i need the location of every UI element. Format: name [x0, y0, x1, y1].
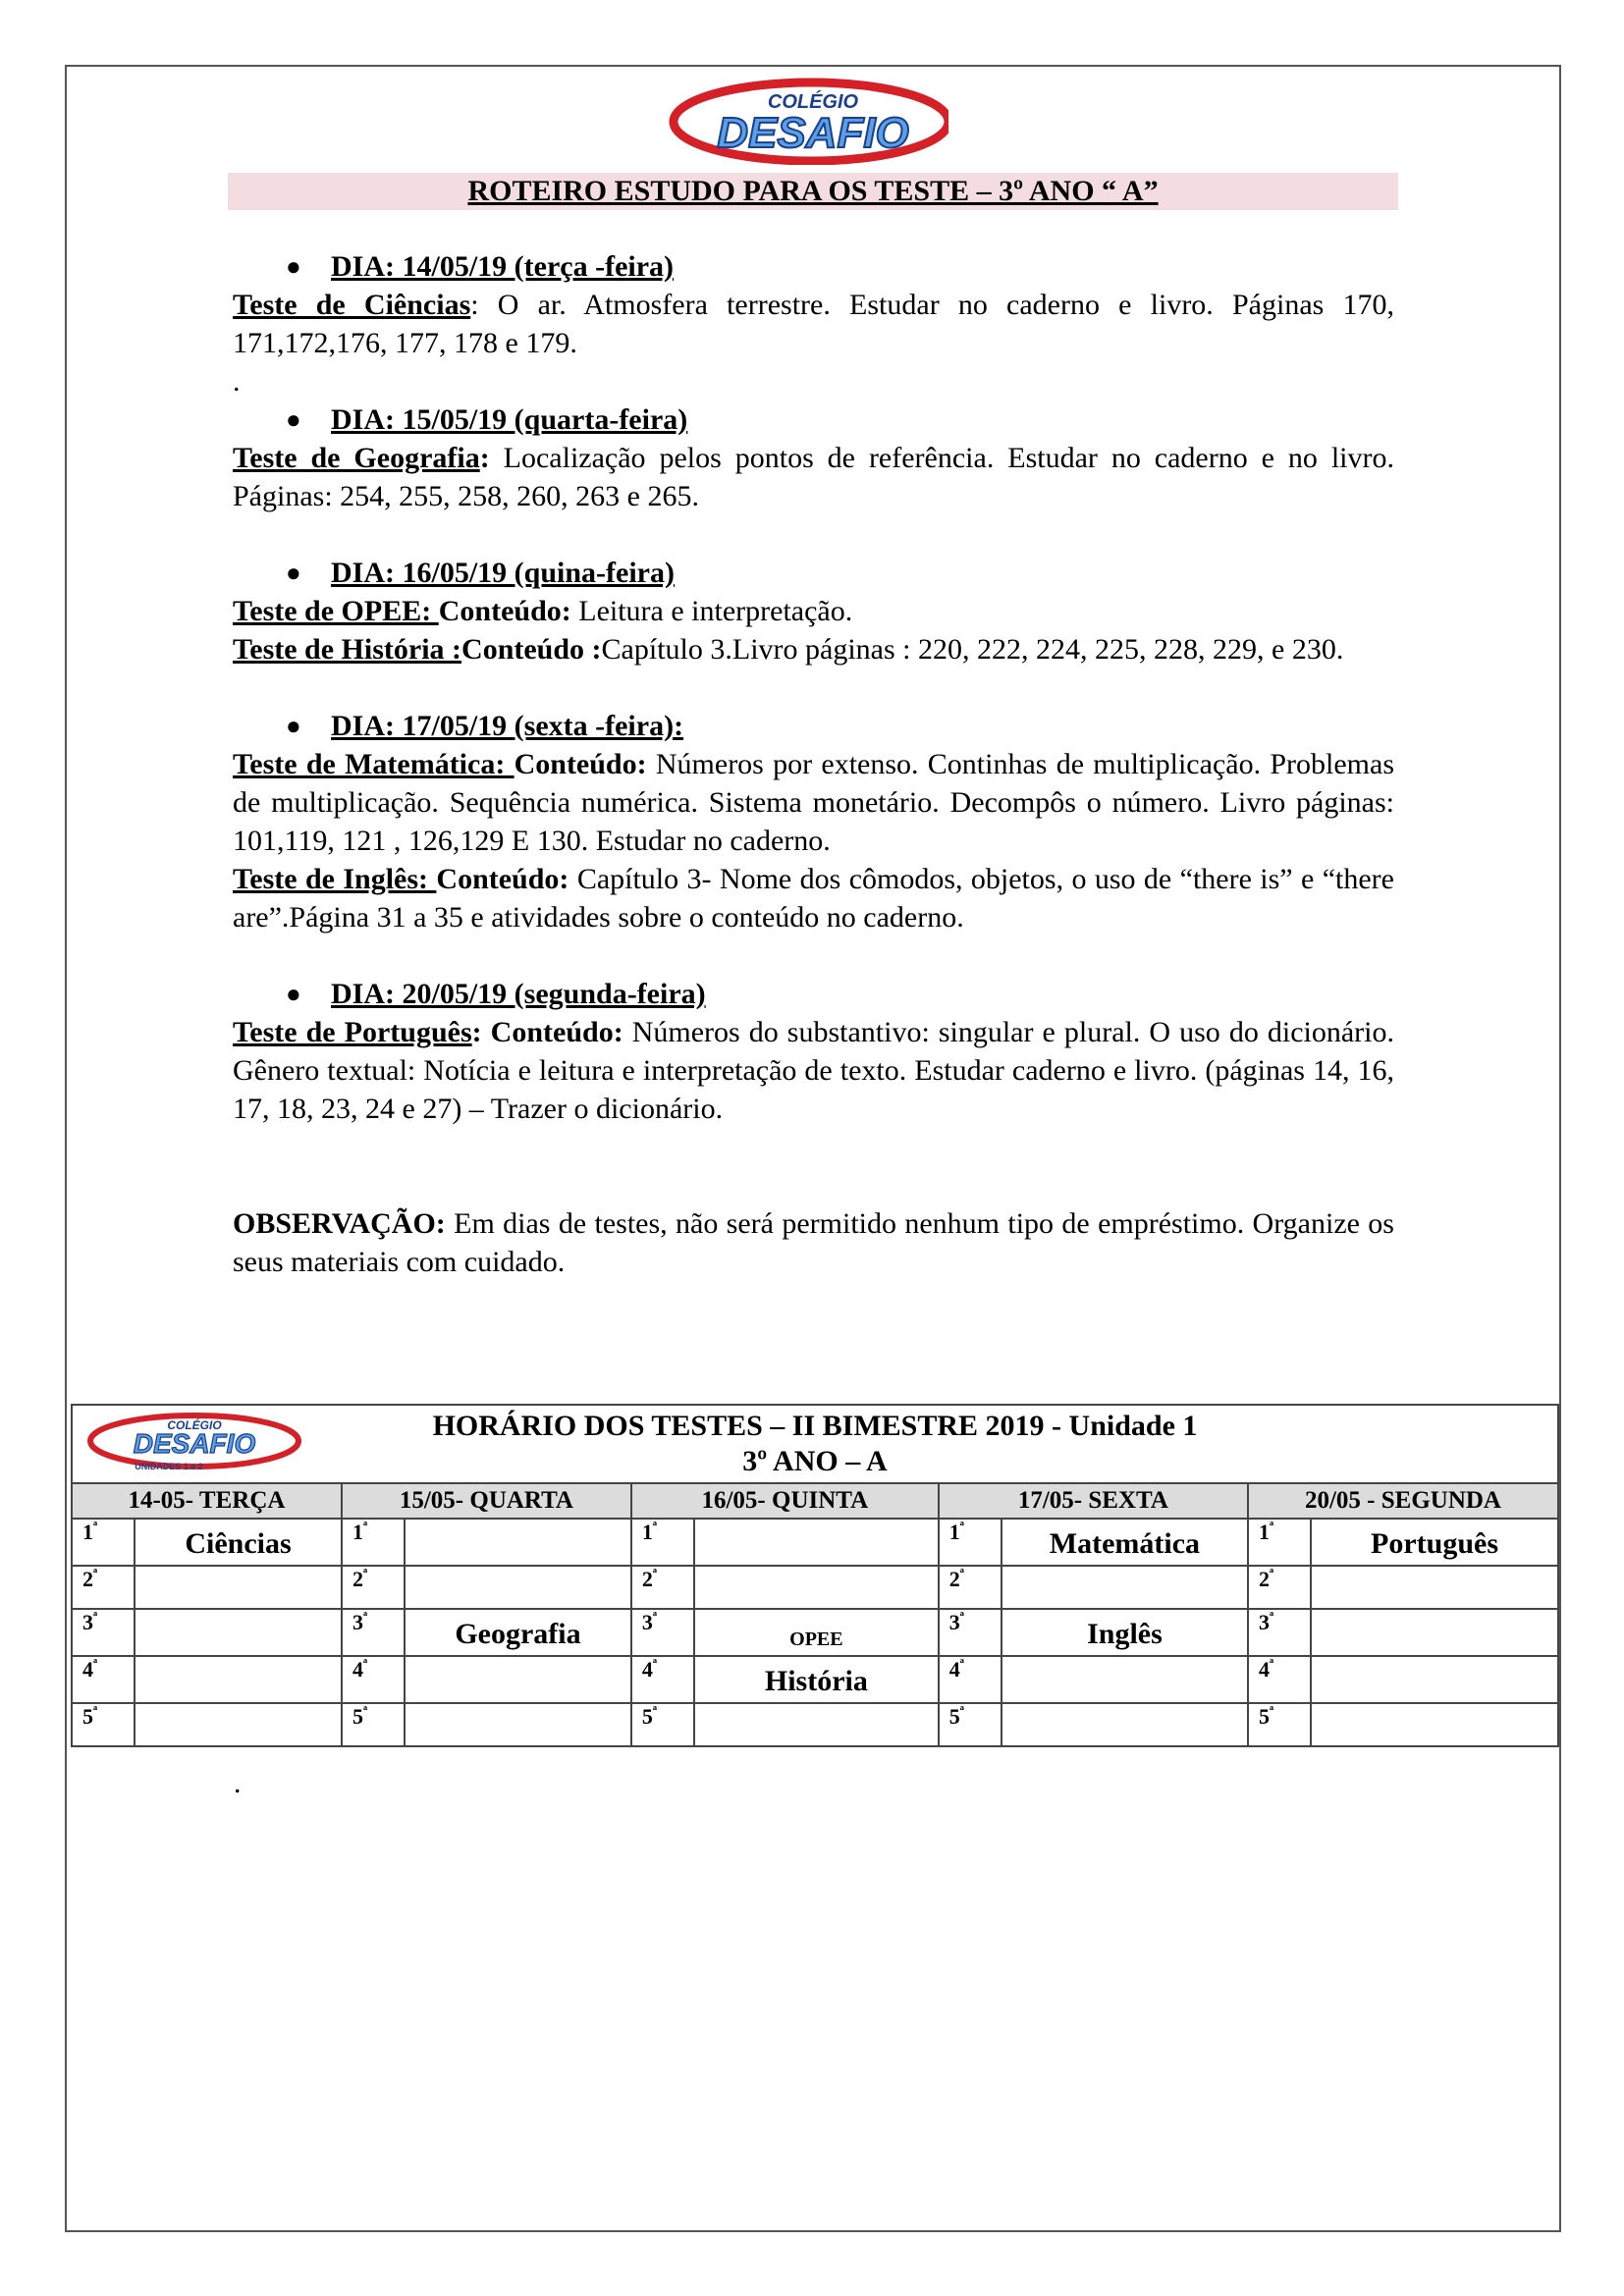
period-number: $3^ª$: [1248, 1609, 1311, 1656]
period-number: $4^ª$: [631, 1656, 694, 1703]
day-column-header: 17/05- SEXTA: [939, 1483, 1248, 1519]
page-title: ROTEIRO ESTUDO PARA OS TESTE – 3º ANO “ A”: [467, 175, 1159, 207]
test-label: Teste de História :: [233, 633, 462, 666]
trailing-dot: .: [233, 365, 241, 398]
period-number: $1^ª$: [72, 1519, 135, 1566]
subject-cell: História: [694, 1656, 939, 1703]
study-guide: [233, 247, 1394, 1281]
period-number: $4^ª$: [342, 1656, 405, 1703]
end-mark: .: [234, 1767, 242, 1799]
day-paragraph: Teste de História :Conteúdo :Capítulo 3.Livro páginas : 220, 222, 224, 225, 228, 229, e 230.: [233, 633, 1344, 666]
test-label: Teste de Geografia: [233, 442, 480, 474]
schedule-row: [72, 1656, 1558, 1703]
schedule-row: [72, 1609, 1558, 1656]
table-logo-sub: UNIDADES 1 e 2: [135, 1462, 203, 1471]
subject-cell: [694, 1703, 939, 1746]
day-heading: ● DIA: 14/05/19 (terça -feira): [233, 247, 1394, 286]
subject-cell: [135, 1566, 342, 1609]
table-logo-line1: COLÉGIO: [167, 1418, 222, 1432]
subject-cell: [1311, 1566, 1558, 1609]
bullet-icon: ●: [286, 712, 301, 740]
observation-label: OBSERVAÇÃO:: [233, 1207, 446, 1240]
schedule-row: [72, 1519, 1558, 1566]
period-number: $4^ª$: [72, 1656, 135, 1703]
schedule-row: [72, 1703, 1558, 1746]
period-number: $2^ª$: [72, 1566, 135, 1609]
bullet-icon: ●: [286, 559, 301, 587]
period-number: $2^ª$: [1248, 1566, 1311, 1609]
period-number: $4^ª$: [1248, 1656, 1311, 1703]
subject-cell: OPEE: [694, 1609, 939, 1656]
subject-cell: [1001, 1566, 1248, 1609]
observation: OBSERVAÇÃO: Em dias de testes, não será permitido nenhum tipo de empréstimo. Organize os seus materiais com cuidado.: [233, 1207, 1394, 1278]
day-paragraph: Teste de Português: Conteúdo: Números do substantivo: singular e plural. O uso do dicionário. Gênero textual: Notícia e leitura e interpretação de texto. Estudar caderno e livro. (páginas 14, 16, 17, 18, 23, 24 e 27) – Trazer o dicionário.: [233, 1016, 1394, 1125]
test-label: Teste de OPEE:: [233, 595, 439, 627]
bullet-icon: ●: [286, 405, 301, 434]
test-label: Teste de Ciências: [233, 289, 471, 321]
period-number: $2^ª$: [342, 1566, 405, 1609]
day-heading: ● DIA: 16/05/19 (quina-feira): [233, 554, 1394, 592]
period-number: $3^ª$: [342, 1609, 405, 1656]
day-heading: ● DIA: 20/05/19 (segunda-feira): [233, 975, 1394, 1013]
period-number: $5^ª$: [939, 1703, 1001, 1746]
period-number: $1^ª$: [631, 1519, 694, 1566]
subject-cell: [1001, 1656, 1248, 1703]
test-label: Teste de Matemática:: [233, 748, 514, 780]
table-logo: [84, 1408, 302, 1472]
period-number: $3^ª$: [72, 1609, 135, 1656]
schedule-row: [72, 1566, 1558, 1609]
test-label: Teste de Inglês:: [233, 863, 437, 895]
period-number: $1^ª$: [342, 1519, 405, 1566]
subject-cell: Inglês: [1001, 1609, 1248, 1656]
day-heading: ● DIA: 15/05/19 (quarta-feira): [233, 400, 1394, 439]
subject-cell: [694, 1519, 939, 1566]
logo-line1: COLÉGIO: [767, 91, 859, 113]
subject-cell: [1311, 1703, 1558, 1746]
subject-cell: Português: [1311, 1519, 1558, 1566]
subject-cell: Ciências: [135, 1519, 342, 1566]
college-logo: [664, 71, 948, 165]
subject-cell: [405, 1656, 631, 1703]
subject-cell: [405, 1703, 631, 1746]
period-number: $5^ª$: [342, 1703, 405, 1746]
test-label: Teste de Português: [233, 1016, 472, 1048]
bullet-icon: ●: [286, 252, 301, 281]
day-column-header: 16/05- QUINTA: [631, 1483, 939, 1519]
day-heading: ● DIA: 17/05/19 (sexta -feira):: [233, 707, 1394, 745]
day-paragraph: Teste de Ciências: O ar. Atmosfera terrestre. Estudar no caderno e livro. Páginas 170, 171,172,176, 177, 178 e 179.: [233, 289, 1394, 359]
schedule-title: HORÁRIO DOS TESTES – II BIMESTRE 2019 - Unidade 1: [432, 1410, 1198, 1442]
day-paragraph: Teste de Geografia: Localização pelos pontos de referência. Estudar no caderno e no livro. Páginas: 254, 255, 258, 260, 263 e 265.: [233, 442, 1394, 512]
page-title-bar: [228, 173, 1398, 210]
period-number: $5^ª$: [1248, 1703, 1311, 1746]
period-number: $1^ª$: [1248, 1519, 1311, 1566]
day-column-header: 15/05- QUARTA: [342, 1483, 631, 1519]
day-column-header: 20/05 - SEGUNDA: [1248, 1483, 1558, 1519]
period-number: $4^ª$: [939, 1656, 1001, 1703]
period-number: $1^ª$: [939, 1519, 1001, 1566]
day-paragraph: Teste de Inglês: Conteúdo: Capítulo 3- Nome dos cômodos, objetos, o uso de “there is” e “there are”.Página 31 a 35 e atividades sobre o conteúdo no caderno.: [233, 863, 1394, 934]
subject-cell: [135, 1609, 342, 1656]
subject-cell: [1311, 1609, 1558, 1656]
subject-cell: Geografia: [405, 1609, 631, 1656]
subject-cell: [405, 1519, 631, 1566]
period-number: $2^ª$: [939, 1566, 1001, 1609]
subject-cell: [135, 1656, 342, 1703]
period-number: $3^ª$: [631, 1609, 694, 1656]
subject-cell: [1311, 1656, 1558, 1703]
subject-cell: [694, 1566, 939, 1609]
bullet-icon: ●: [286, 980, 301, 1008]
table-logo-line2: DESAFIO: [133, 1428, 256, 1459]
period-number: $5^ª$: [72, 1703, 135, 1746]
subject-cell: [1001, 1703, 1248, 1746]
schedule-subtitle: 3º ANO – A: [742, 1445, 888, 1477]
logo-line2: DESAFIO: [717, 109, 909, 157]
day-paragraph: Teste de Matemática: Conteúdo: Números por extenso. Continhas de multiplicação. Problemas de multiplicação. Sequência numérica. Sistema monetário. Decompôs o número. Livro páginas: 101,119, 121 , 126,129 E 130. Estudar no caderno.: [233, 748, 1394, 857]
period-number: $3^ª$: [939, 1609, 1001, 1656]
period-number: $2^ª$: [631, 1566, 694, 1609]
subject-cell: [405, 1566, 631, 1609]
subject-cell: Matemática: [1001, 1519, 1248, 1566]
period-number: $5^ª$: [631, 1703, 694, 1746]
subject-cell: [135, 1703, 342, 1746]
day-column-header: 14-05- TERÇA: [72, 1483, 342, 1519]
day-paragraph: Teste de OPEE: Conteúdo: Leitura e interpretação.: [233, 595, 853, 627]
